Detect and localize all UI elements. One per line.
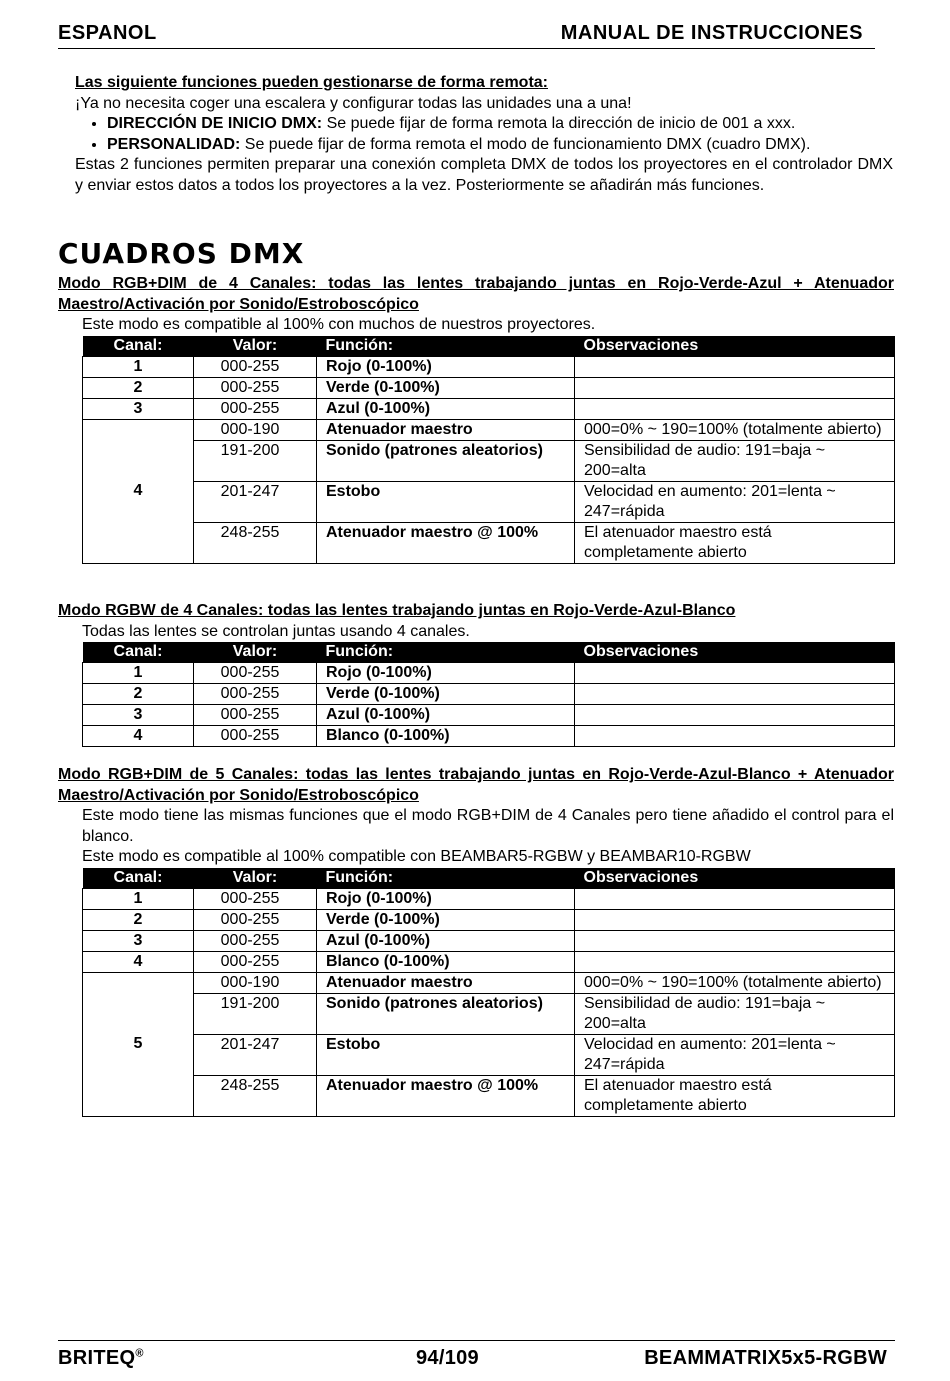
intro-bullet-list bbox=[75, 114, 893, 155]
value-cell: 000-255 bbox=[194, 909, 317, 930]
function-cell: Verde (0-100%) bbox=[317, 684, 575, 705]
col-canal-header: Canal: bbox=[83, 336, 194, 357]
observation-cell bbox=[575, 398, 895, 419]
value-cell: 000-255 bbox=[194, 951, 317, 972]
intro-title: Las siguiente funciones pueden gestionarse de forma remota: bbox=[75, 74, 548, 91]
function-cell: Estobo bbox=[317, 1034, 575, 1075]
value-cell: 000-255 bbox=[194, 888, 317, 909]
table-row bbox=[83, 930, 895, 951]
page-number: 94/109 bbox=[416, 1347, 479, 1369]
observation-cell bbox=[575, 951, 895, 972]
table-row bbox=[83, 909, 895, 930]
value-cell: 000-255 bbox=[194, 726, 317, 747]
channel-cell: 3 bbox=[83, 398, 194, 419]
table-row bbox=[83, 1075, 895, 1116]
function-cell: Blanco (0-100%) bbox=[317, 951, 575, 972]
bullet-text: Se puede fijar de forma remota el modo de funcionamiento DMX (cuadro DMX). bbox=[240, 135, 811, 153]
section-title: Modo RGBW de 4 Canales: todas las lentes trabajando juntas en Rojo-Verde-Azul-Blanco bbox=[58, 602, 736, 619]
function-cell: Azul (0-100%) bbox=[317, 930, 575, 951]
channel-cell: 5 bbox=[83, 972, 194, 1116]
col-valor-header: Valor: bbox=[194, 642, 317, 663]
page-footer bbox=[58, 1340, 895, 1381]
bullet-label: DIRECCIÓN DE INICIO DMX: bbox=[107, 115, 323, 132]
footer-brand bbox=[58, 1347, 144, 1370]
section-description: Todas las lentes se controlan juntas usando 4 canales. bbox=[82, 622, 470, 640]
bullet-text: Se puede fijar de forma remota la dirección de inicio de 001 a xxx. bbox=[322, 115, 796, 132]
page-header bbox=[58, 20, 875, 49]
table-header-row bbox=[83, 336, 895, 357]
table-row bbox=[83, 398, 895, 419]
observation-cell: 000=0% ~ 190=100% (totalmente abierto) bbox=[575, 419, 895, 440]
table-row bbox=[83, 726, 895, 747]
function-cell: Estobo bbox=[317, 481, 575, 522]
header-language: ESPANOL bbox=[58, 22, 157, 44]
observation-cell bbox=[575, 909, 895, 930]
observation-cell bbox=[575, 356, 895, 377]
channel-cell: 4 bbox=[83, 726, 194, 747]
dmx-table bbox=[82, 642, 895, 747]
observation-cell bbox=[575, 705, 895, 726]
col-observaciones-header: Observaciones bbox=[575, 642, 895, 663]
channel-cell: 3 bbox=[83, 930, 194, 951]
table-row bbox=[83, 356, 895, 377]
footer-model: BEAMMATRIX5x5-RGBW bbox=[644, 1347, 887, 1369]
value-cell: 000-255 bbox=[194, 930, 317, 951]
dmx-table bbox=[82, 868, 895, 1117]
function-cell: Sonido (patrones aleatorios) bbox=[317, 993, 575, 1034]
col-observaciones-header: Observaciones bbox=[575, 868, 895, 889]
value-cell: 000-255 bbox=[194, 663, 317, 684]
value-cell: 000-255 bbox=[194, 705, 317, 726]
value-cell: 000-255 bbox=[194, 377, 317, 398]
channel-cell: 2 bbox=[83, 909, 194, 930]
section-heading: CUADROS DMX bbox=[58, 237, 305, 270]
value-cell: 000-255 bbox=[194, 356, 317, 377]
section-title: Modo RGB+DIM de 4 Canales: todas las lentes trabajando juntas en Rojo-Verde-Azul + Atenuador Maestro/Activación por Sonido/Estroboscópico bbox=[58, 275, 894, 313]
intro-bullet bbox=[107, 114, 893, 135]
dmx-table bbox=[82, 336, 895, 564]
section-description: Este modo es compatible al 100% con muchos de nuestros proyectores. bbox=[82, 316, 596, 333]
value-cell: 248-255 bbox=[194, 522, 317, 563]
table-row bbox=[83, 705, 895, 726]
intro-bullet bbox=[107, 135, 893, 156]
function-cell: Azul (0-100%) bbox=[317, 705, 575, 726]
function-cell: Sonido (patrones aleatorios) bbox=[317, 440, 575, 481]
table-row bbox=[83, 522, 895, 563]
function-cell: Blanco (0-100%) bbox=[317, 726, 575, 747]
table-row bbox=[83, 419, 895, 440]
section-description: Este modo tiene las mismas funciones que el modo RGB+DIM de 4 Canales pero tiene añadido el control para el blanco. bbox=[82, 807, 894, 845]
col-valor-header: Valor: bbox=[194, 868, 317, 889]
table-row bbox=[83, 888, 895, 909]
dmx-section-rgb-dim-5ch bbox=[58, 765, 894, 1117]
function-cell: Rojo (0-100%) bbox=[317, 888, 575, 909]
value-cell: 191-200 bbox=[194, 993, 317, 1034]
channel-cell: 2 bbox=[83, 684, 194, 705]
channel-cell: 1 bbox=[83, 888, 194, 909]
observation-cell bbox=[575, 663, 895, 684]
header-manual-title: MANUAL DE INSTRUCCIONES bbox=[560, 22, 863, 44]
observation-cell bbox=[575, 377, 895, 398]
observation-cell: 000=0% ~ 190=100% (totalmente abierto) bbox=[575, 972, 895, 993]
value-cell: 191-200 bbox=[194, 440, 317, 481]
function-cell: Azul (0-100%) bbox=[317, 398, 575, 419]
table-header-row bbox=[83, 868, 895, 889]
intro-paragraph: Estas 2 funciones permiten preparar una conexión completa DMX de todos los proyectores en el controlador DMX y enviar estos datos a todos los proyectores a la vez. Posteriormente se añadirán más funciones. bbox=[75, 156, 893, 194]
function-cell: Verde (0-100%) bbox=[317, 377, 575, 398]
function-cell: Rojo (0-100%) bbox=[317, 356, 575, 377]
table-row bbox=[83, 377, 895, 398]
table-row bbox=[83, 1034, 895, 1075]
col-observaciones-header: Observaciones bbox=[575, 336, 895, 357]
col-funcion-header: Función: bbox=[317, 642, 575, 663]
brand-name: BRITEQ bbox=[58, 1347, 136, 1369]
dmx-section-rgbw-4ch bbox=[58, 601, 894, 747]
section-title: Modo RGB+DIM de 5 Canales: todas las lentes trabajando juntas en Rojo-Verde-Azul-Blanco + Atenuador Maestro/Activación por Sonido/Estroboscópico bbox=[58, 766, 894, 804]
channel-cell: 4 bbox=[83, 419, 194, 563]
intro-block bbox=[75, 73, 893, 196]
function-cell: Verde (0-100%) bbox=[317, 909, 575, 930]
function-cell: Rojo (0-100%) bbox=[317, 663, 575, 684]
bullet-label: PERSONALIDAD: bbox=[107, 135, 241, 153]
observation-cell: Velocidad en aumento: 201=lenta ~ 247=rápida bbox=[575, 481, 895, 522]
table-row bbox=[83, 951, 895, 972]
section-description: Este modo es compatible al 100% compatible con BEAMBAR5-RGBW y BEAMBAR10-RGBW bbox=[82, 848, 751, 865]
col-funcion-header: Función: bbox=[317, 336, 575, 357]
col-canal-header: Canal: bbox=[83, 868, 194, 889]
channel-cell: 2 bbox=[83, 377, 194, 398]
table-row bbox=[83, 663, 895, 684]
function-cell: Atenuador maestro bbox=[317, 419, 575, 440]
observation-cell bbox=[575, 888, 895, 909]
channel-cell: 4 bbox=[83, 951, 194, 972]
function-cell: Atenuador maestro @ 100% bbox=[317, 1075, 575, 1116]
table-row bbox=[83, 684, 895, 705]
channel-cell: 1 bbox=[83, 356, 194, 377]
table-row bbox=[83, 972, 895, 993]
col-canal-header: Canal: bbox=[83, 642, 194, 663]
value-cell: 000-255 bbox=[194, 398, 317, 419]
observation-cell: Sensibilidad de audio: 191=baja ~ 200=alta bbox=[575, 993, 895, 1034]
function-cell: Atenuador maestro @ 100% bbox=[317, 522, 575, 563]
table-row bbox=[83, 481, 895, 522]
channel-cell: 1 bbox=[83, 663, 194, 684]
channel-cell: 3 bbox=[83, 705, 194, 726]
table-header-row bbox=[83, 642, 895, 663]
function-cell: Atenuador maestro bbox=[317, 972, 575, 993]
observation-cell: El atenuador maestro está completamente abierto bbox=[575, 522, 895, 563]
observation-cell bbox=[575, 726, 895, 747]
value-cell: 201-247 bbox=[194, 481, 317, 522]
value-cell: 000-190 bbox=[194, 419, 317, 440]
observation-cell: Sensibilidad de audio: 191=baja ~ 200=alta bbox=[575, 440, 895, 481]
value-cell: 000-255 bbox=[194, 684, 317, 705]
col-funcion-header: Función: bbox=[317, 868, 575, 889]
value-cell: 201-247 bbox=[194, 1034, 317, 1075]
registered-mark: ® bbox=[135, 1347, 144, 1360]
observation-cell: El atenuador maestro está completamente abierto bbox=[575, 1075, 895, 1116]
observation-cell: Velocidad en aumento: 201=lenta ~ 247=rápida bbox=[575, 1034, 895, 1075]
observation-cell bbox=[575, 684, 895, 705]
dmx-section-rgb-dim-4ch bbox=[58, 274, 894, 564]
value-cell: 248-255 bbox=[194, 1075, 317, 1116]
col-valor-header: Valor: bbox=[194, 336, 317, 357]
value-cell: 000-190 bbox=[194, 972, 317, 993]
intro-line: ¡Ya no necesita coger una escalera y configurar todas las unidades una a una! bbox=[75, 94, 632, 112]
table-row bbox=[83, 440, 895, 481]
observation-cell bbox=[575, 930, 895, 951]
table-row bbox=[83, 993, 895, 1034]
